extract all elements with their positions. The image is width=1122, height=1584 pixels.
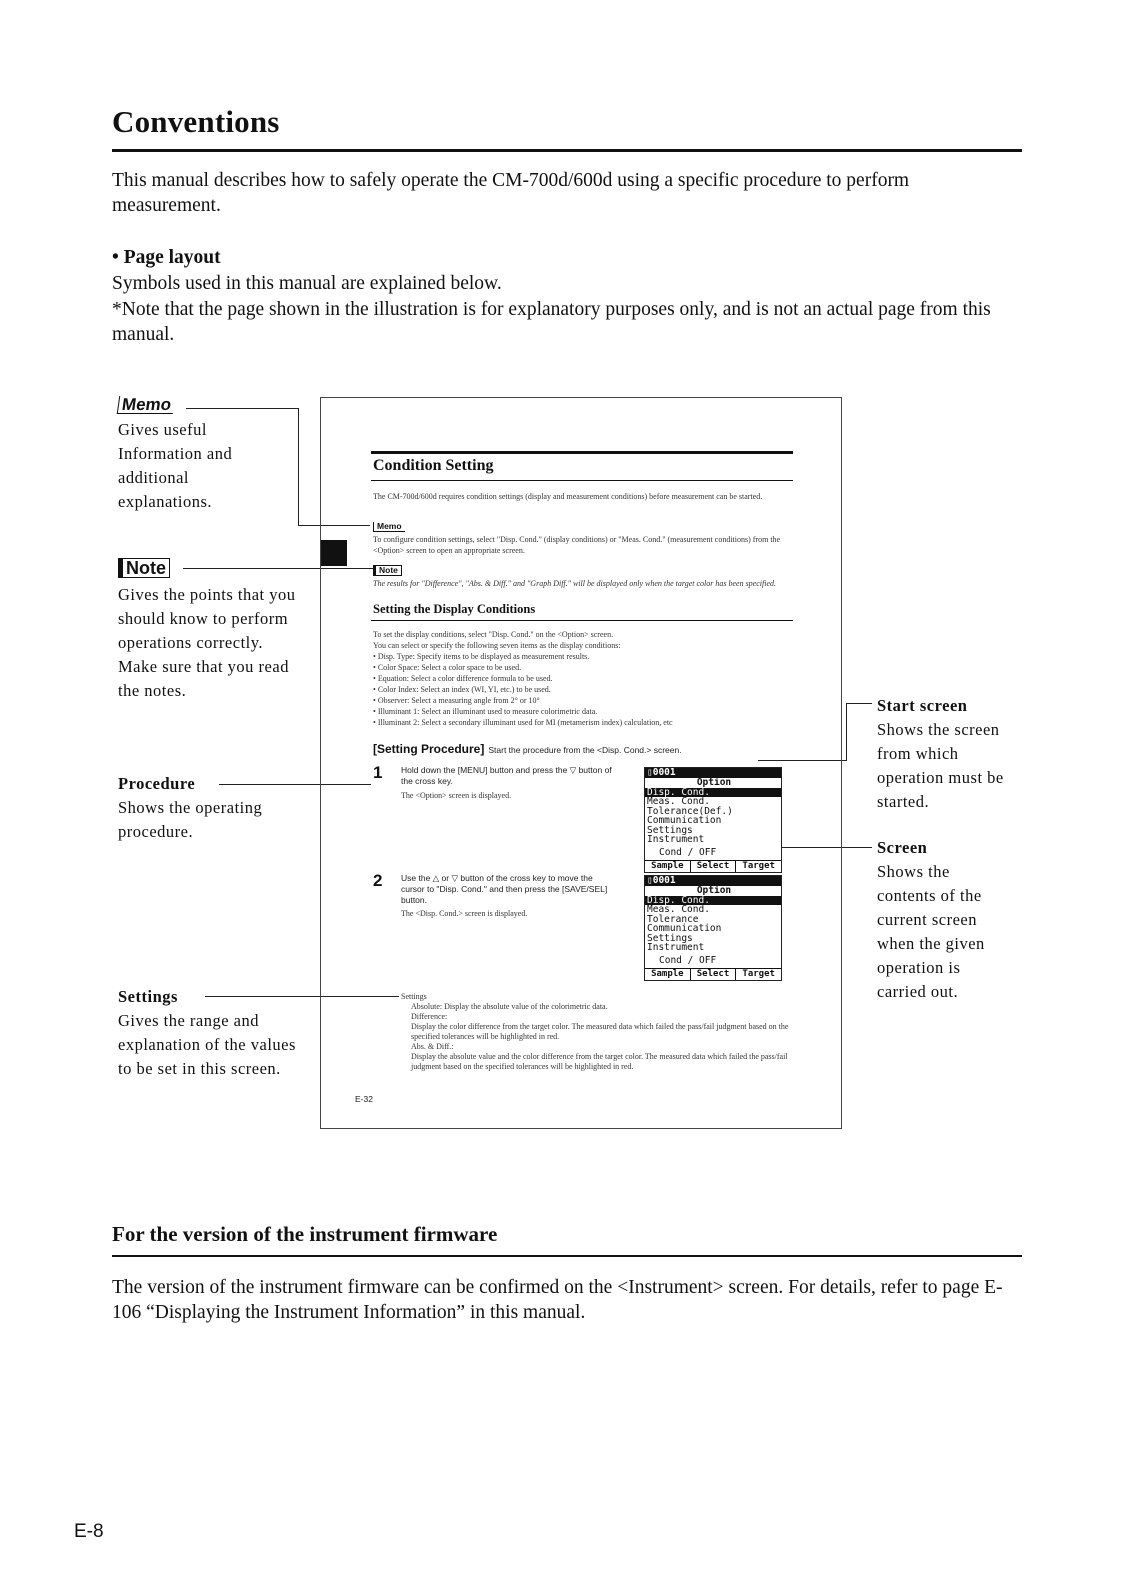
sample-settings-list [411,1002,796,1072]
screen2-softkey: Target [742,969,775,979]
sample-step1-number: 1 [373,763,383,782]
sample-heading: Condition Setting [373,457,494,474]
screen2-item: Communication [647,923,722,934]
sample-bullet: • Color Index: Select an index (WI, YI, etc.) to be used. [373,685,551,694]
screen-callout [877,836,1027,1004]
screen2-cond: Cond / OFF [659,954,717,966]
settings-description: Gives the range and explanation of the values to be set in this screen. [118,1011,296,1078]
screen2-item: Tolerance [647,913,699,925]
screen1-softkey: Sample [645,861,691,872]
screen1-softkeys [645,860,781,872]
screen1-softkey: Select [691,861,737,872]
procedure-heading: Procedure [118,774,196,793]
settings-callout [118,985,308,1081]
screen-description: Shows the contents of the current screen when the given operation is carried out. [877,862,985,1001]
page-title: Conventions [112,104,280,139]
instrument-screen-1 [644,767,782,873]
sample-note-badge: Note [373,565,402,576]
screen2-softkey: Sample [645,969,691,980]
note-badge: Note [118,558,170,578]
sample-step2-result: The <Disp. Cond.> screen is displayed. [401,909,528,918]
screen2-softkeys [645,968,781,980]
sample-bullet-list [373,651,793,728]
screen2-title: Option [696,885,732,896]
firmware-rule [112,1255,1022,1257]
screen2-item: Instrument [647,942,705,953]
sample-step1-result: The <Option> screen is displayed. [401,791,512,800]
sample-step2-text: Use the △ or ▽ button of the cross key to move the cursor to "Disp. Cond." and then press the [SAVE/SEL] button. [401,873,608,905]
sample-settings-line: Display the absolute value and the color difference from the target color. The measured data which failed the pass/fail judgment based on the specified tolerances will be highlighted in red. [411,1052,788,1071]
screen2-item: Disp. Cond. [645,896,781,906]
memo-leader-v [298,408,299,526]
sample-procedure-header [373,740,682,758]
screen1-item: Tolerance(Def.) [647,805,733,817]
page-layout-heading: • Page layout [112,247,221,268]
screen1-item: Settings [647,824,693,836]
note-callout [118,558,308,703]
page-layout-line2: *Note that the page shown in the illustration is for explanatory purposes only, and is not an actual page from this manual. [112,299,991,345]
procedure-description: Shows the operating procedure. [118,798,263,841]
sample-bullet: • Disp. Type: Specify items to be displayed as measurement results. [373,652,590,661]
sample-memo [373,516,793,556]
memo-badge: Memo [117,396,176,414]
sample-bullet: • Equation: Select a color difference formula to be used. [373,674,553,683]
sample-memo-badge: Memo [373,522,405,532]
screen2-item: Meas. Cond. [647,904,710,915]
sample-intro: The CM-700d/600d requires condition settings (display and measurement conditions) before measurement can be started. [373,492,763,501]
screen2-status-bar: ▯0001 [645,876,781,886]
memo-leader-h1 [186,408,298,409]
sample-heading-rule [371,480,793,481]
note-description: Gives the points that you should know to perform operations correctly. Make sure that you read the notes. [118,585,296,700]
sample-page-number: E-32 [355,1094,373,1104]
screen1-status-bar: ▯0001 [645,768,781,778]
start-screen-heading: Start screen [877,696,968,715]
procedure-callout [118,772,298,844]
sample-subheading: Setting the Display Conditions [373,602,536,616]
sample-bullet: • Illuminant 1: Select an illuminant used to measure colorimetric data. [373,707,598,716]
screen-heading: Screen [877,838,928,857]
sample-note-text: The results for "Difference", "Abs. & Diff." and "Graph Diff." will be displayed only when the target color has been specified. [373,579,776,588]
memo-callout [118,396,298,514]
start-leader-h2 [846,703,872,704]
screen1-softkey: Target [742,861,775,871]
screen1-item: Communication [647,815,722,826]
sample-procedure-title: [Setting Procedure] [373,742,485,756]
sample-procedure-start: Start the procedure from the <Disp. Cond.> screen. [488,745,682,755]
intro-paragraph: This manual describes how to safely operate the CM-700d/600d using a specific procedure to perform measurement. [112,170,910,214]
screen1-item: Meas. Cond. [647,796,710,807]
sample-settings-line: Absolute: Display the absolute value of the colorimetric data. [411,1002,608,1011]
sample-step1-text: Hold down the [MENU] button and press the ▽ button of the cross key. [401,765,612,786]
sample-page-illustration [320,397,842,1129]
screen1-cond: Cond / OFF [659,846,717,858]
sample-memo-text: To configure condition settings, select "Disp. Cond." (display conditions) or "Meas. Cond." (measurement conditions) from the <Option> screen to open an appropriate screen. [373,535,781,555]
sample-top-rule [371,451,793,454]
sample-subheading-rule [371,620,793,621]
memo-symbol [118,396,298,415]
settings-heading: Settings [118,987,178,1006]
screen1-item: Disp. Cond. [645,788,781,798]
firmware-heading: For the version of the instrument firmware [112,1222,498,1246]
sample-settings-label: Settings [401,992,427,1001]
title-rule [112,149,1022,152]
start-leader-v [846,703,847,761]
start-screen-callout [877,694,1027,814]
instrument-screen-2 [644,875,782,981]
page-layout-line1: Symbols used in this manual are explained below. [112,273,502,294]
sample-sub-intro1: To set the display conditions, select "Disp. Cond." on the <Option> screen. [373,630,614,639]
sample-bullet: • Illuminant 2: Select a secondary illuminant used for MI (metamerism index) calculation, etc [373,718,673,727]
memo-description: Gives useful Information and additional explanations. [118,420,233,511]
sample-step2-number: 2 [373,871,383,890]
start-screen-description: Shows the screen from which operation must be started. [877,720,1004,811]
sample-settings-line: Display the color difference from the target color. The measured data which failed the pass/fail judgment based on the specified tolerances will be highlighted in red. [411,1022,789,1041]
sample-bullet: • Observer: Select a measuring angle from 2° or 10° [373,696,540,705]
screen2-softkey: Select [691,969,737,980]
sample-settings-line: Difference: [411,1012,448,1021]
screen1-title: Option [696,777,732,788]
screen2-item: Settings [647,932,693,944]
sample-settings-line: Abs. & Diff.: [411,1042,454,1051]
screen1-item: Instrument [647,834,705,845]
sample-note [373,560,793,589]
sample-bullet: • Color Space: Select a color space to be used. [373,663,522,672]
firmware-text: The version of the instrument firmware can be confirmed on the <Instrument> screen. For details, refer to page E-106 “Displaying the Instrument Information” in this manual. [112,1277,1003,1323]
page-number: E-8 [74,1521,104,1542]
sample-sub-intro2: You can select or specify the following seven items as the display conditions: [373,641,621,650]
